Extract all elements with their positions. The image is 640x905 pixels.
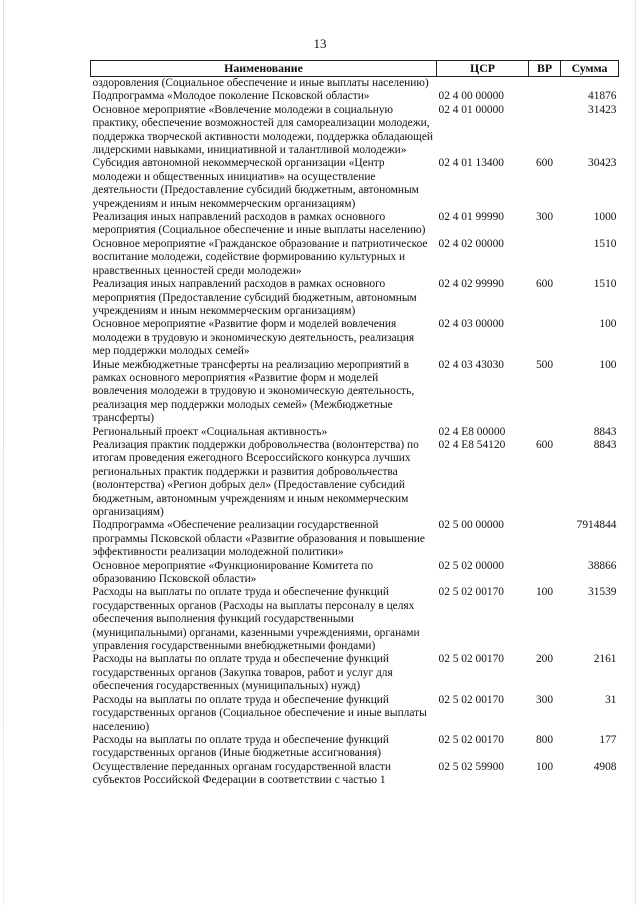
row-csr-cell: 02 5 02 00000 [438, 559, 504, 572]
row-csr-cell: 02 5 02 00170 [438, 653, 504, 666]
table-row [91, 694, 619, 734]
row-sum-cell: 31423 [588, 103, 617, 116]
row-name-cell: Реализация практик поддержки добровольчества (волонтерства) по итогам проведения ежегодного Всероссийского конкурса лучших региональных практик поддержки и развития добровольчества (волонтерства) «Регион добрых дел» (Предоставление субсидий бюджетным, автономным учреждениям и иным некоммерческим организациям) [92, 438, 419, 518]
table-row [91, 586, 619, 653]
row-name-cell: Подпрограмма «Молодое поколение Псковской области» [92, 90, 370, 103]
row-name-cell: Реализация иных направлений расходов в рамках основного мероприятия (Социальное обеспечение и иные выплаты населению) [92, 211, 426, 237]
row-name-cell: Региональный проект «Социальная активность» [92, 425, 328, 438]
row-vr-cell [529, 318, 561, 358]
row-vr-cell: 600 [535, 438, 554, 451]
row-name-cell: Расходы на выплаты по оплате труда и обеспечение функций государственных органов (Социальное обеспечение и иные выплаты населению) [92, 693, 427, 733]
table-row [91, 90, 619, 103]
budget-table [90, 60, 619, 788]
row-vr-cell: 200 [535, 653, 554, 666]
row-csr-cell: 02 5 02 59900 [438, 760, 504, 773]
table-body [91, 77, 619, 788]
table-row [91, 77, 619, 91]
row-vr-cell [529, 238, 561, 278]
table-row [91, 426, 619, 439]
scan-edge-left [3, 0, 4, 905]
row-name-cell: оздоровления (Социальное обеспечение и иные выплаты населению) [92, 77, 429, 89]
row-name-cell: Осуществление переданных органам государственной власти субъектов Российской Федерации в соответствии с частью 1 [92, 760, 391, 787]
row-sum-cell: 8843 [593, 425, 617, 438]
scan-edge-right [635, 0, 636, 905]
table-row [91, 734, 619, 761]
row-sum-cell: 30423 [588, 157, 617, 170]
row-vr-cell [529, 104, 561, 158]
row-csr-cell: 02 4 E8 00000 [438, 425, 506, 438]
row-name-cell: Расходы на выплаты по оплате труда и обеспечение функций государственных органов (Иные бюджетные ассигнования) [92, 733, 389, 760]
row-name-cell: Расходы на выплаты по оплате труда и обеспечение функций государственных органов (Расходы на выплаты персоналу в целях обеспечения выполнения функций государственными (муниципальными) органами, казенными учреждениями, органами управления государственными внебюджетными фондами) [92, 586, 420, 653]
header-sum: Сумма [561, 61, 619, 77]
row-csr-cell: 02 4 01 99990 [438, 211, 504, 224]
row-name-cell: Основное мероприятие «Развитие форм и моделей вовлечения молодежи в трудовую и экономическую деятельность, реализация мер поддержки молодых семей» [92, 318, 415, 358]
row-sum-cell: 1510 [593, 237, 617, 250]
row-name-cell: Расходы на выплаты по оплате труда и обеспечение функций государственных органов (Закупка товаров, работ и услуг для обеспечения государственных (муниципальных) нужд) [92, 653, 393, 693]
row-sum-cell: 31539 [588, 586, 617, 599]
row-csr-cell: 02 4 02 00000 [438, 237, 504, 250]
row-sum-cell: 31 [605, 693, 617, 706]
table-row [91, 238, 619, 278]
row-sum-cell: 100 [599, 358, 617, 371]
row-sum-cell: 8843 [593, 438, 617, 451]
row-name-cell: Реализация иных направлений расходов в рамках основного мероприятия (Предоставление субсидий бюджетным, автономным учреждениям и иным некоммерческим организациям) [92, 278, 417, 317]
row-csr-cell [437, 77, 529, 91]
table-row [91, 278, 619, 318]
table-row [91, 653, 619, 693]
row-name-cell: Подпрограмма «Обеспечение реализации государственной программы Псковской области «Развитие образования и повышение эффективности реализации молодежной политики» [92, 519, 425, 559]
row-vr-cell: 300 [535, 211, 554, 224]
table-row [91, 519, 619, 559]
row-vr-cell [529, 90, 561, 103]
row-vr-cell [529, 519, 561, 559]
row-csr-cell: 02 4 E8 54120 [438, 438, 506, 451]
row-vr-cell: 100 [535, 760, 554, 773]
row-sum-cell: 7914844 [576, 519, 617, 532]
table-row [91, 318, 619, 358]
row-csr-cell: 02 5 00 00000 [438, 519, 504, 532]
page-number: 13 [313, 36, 327, 51]
row-csr-cell: 02 4 03 00000 [438, 318, 504, 331]
row-sum-cell [561, 77, 619, 91]
row-name-cell: Основное мероприятие «Гражданское образование и патриотическое воспитание молодежи, содействие формированию культурных и нравственных ценностей среди молодежи» [92, 237, 428, 277]
table-row [91, 560, 619, 587]
row-csr-cell: 02 5 02 00170 [438, 693, 504, 706]
row-sum-cell: 4908 [593, 760, 617, 773]
row-vr-cell: 600 [535, 157, 554, 170]
table-row [91, 157, 619, 211]
row-csr-cell: 02 4 01 00000 [438, 103, 504, 116]
row-csr-cell: 02 5 02 00170 [438, 733, 504, 746]
header-csr: ЦСР [437, 61, 529, 77]
row-vr-cell: 300 [535, 693, 554, 706]
row-name-cell: Основное мероприятие «Вовлечение молодежи в социальную практику, обеспечение возможностей для самореализации молодежи, поддержка творческой активности молодежи, поддержка обладающей лидерскими навыками, инициативной и талантливой молодежи» [92, 103, 433, 157]
row-vr-cell: 600 [535, 278, 554, 291]
row-csr-cell: 02 4 00 00000 [438, 90, 504, 103]
row-vr-cell: 500 [535, 358, 554, 371]
row-csr-cell: 02 4 02 99990 [438, 278, 504, 291]
header-vr: ВР [529, 61, 561, 77]
row-csr-cell: 02 5 02 00170 [438, 586, 504, 599]
header-name: Наименование [91, 61, 437, 77]
table-row [91, 439, 619, 519]
table-header-row [91, 61, 619, 77]
row-vr-cell: 100 [535, 586, 554, 599]
row-name-cell: Иные межбюджетные трансферты на реализацию мероприятий в рамках основного мероприятия «Развитие форм и моделей вовлечения молодежи в трудовую и экономическую деятельность, реализация мер поддержки молодых семей» (Межбюджетные трансферты) [92, 358, 415, 425]
table-row [91, 104, 619, 158]
table-row [91, 359, 619, 426]
row-sum-cell: 41876 [588, 90, 617, 103]
table-row [91, 761, 619, 788]
row-sum-cell: 2161 [593, 653, 617, 666]
row-vr-cell: 800 [535, 733, 554, 746]
table-row [91, 211, 619, 238]
row-name-cell: Основное мероприятие «Функционирование Комитета по образованию Псковской области» [92, 559, 374, 586]
row-csr-cell: 02 4 03 43030 [438, 358, 504, 371]
row-sum-cell: 1510 [593, 278, 617, 291]
row-sum-cell: 177 [599, 733, 617, 746]
row-vr-cell [529, 77, 561, 91]
row-sum-cell: 1000 [593, 211, 617, 224]
row-name-cell: Субсидия автономной некоммерческой организации «Центр молодежи и общественных инициатив» на осуществление деятельности (Предоставление субсидий бюджетным, автономным учреждениям и иным некоммерческим организациям) [92, 157, 419, 210]
row-sum-cell: 100 [599, 318, 617, 331]
row-sum-cell: 38866 [588, 559, 617, 572]
row-csr-cell: 02 4 01 13400 [438, 157, 504, 170]
row-vr-cell [529, 426, 561, 439]
row-vr-cell [529, 560, 561, 587]
